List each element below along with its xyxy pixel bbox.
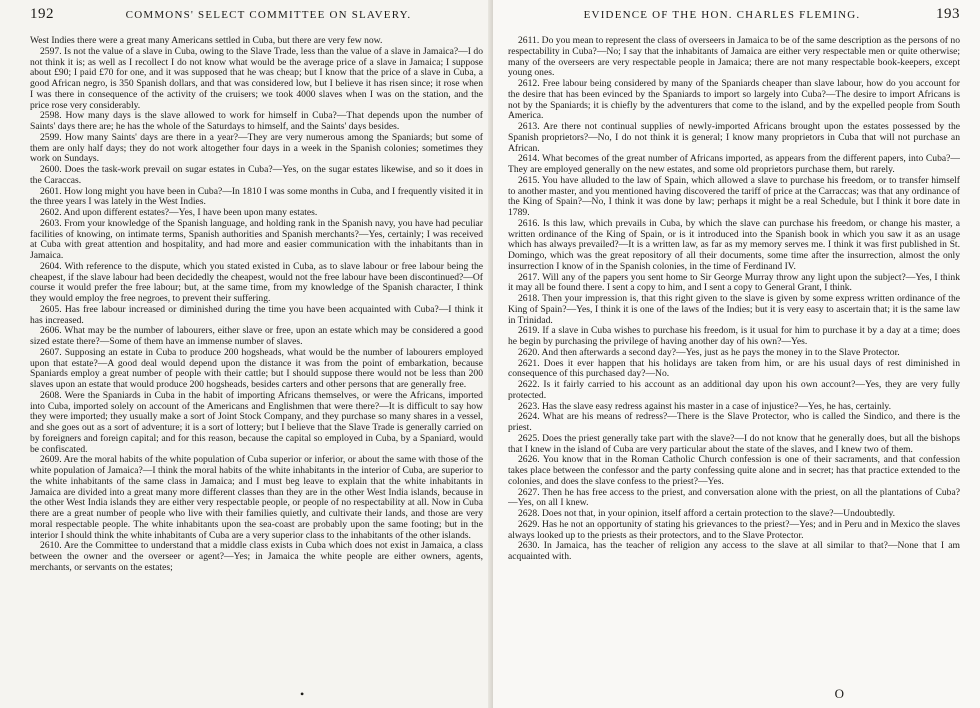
- left-page-body: [30, 36, 483, 574]
- question-and-answer-text: Then your impression is, that this right given to the slave is given by some express written ordinance of the King of Spain?—Yes, I think it is one of the laws of the Indies; but it is very easy to ascertain that; it is the same law in Trinidad.: [508, 293, 960, 326]
- question-and-answer-text: Does not that, in your opinion, itself afford a certain protection to the slave?—Undoubtedly.: [542, 508, 896, 519]
- question-number: 2607.: [40, 346, 62, 358]
- question-number: 2630.: [518, 540, 540, 552]
- testimony-paragraph: [30, 455, 483, 541]
- question-and-answer-text: Were the Spaniards in Cuba in the habit of importing Africans themselves, or were the Africans, imported into Cuba, imported solely on account of the Americans and Englishmen that were there?—It is difficult to say how they were imported; they usually make a sort of Joint Stock Company, and they purchase so many shares in a vessel, and she goes out as a sort of adventure; it is a sort of lottery; but I believe that the Slave Trade is generally carried on by foreigners and foreign capital; and for this reason, because the capital so employed in Cuba, by a Spaniard, would be confiscated.: [30, 389, 483, 455]
- testimony-paragraph: [508, 36, 960, 79]
- question-number: 2609.: [40, 454, 62, 466]
- question-number: 2628.: [518, 508, 540, 519]
- testimony-paragraph: [508, 122, 960, 154]
- question-number: 2600.: [40, 164, 62, 175]
- question-number: 2620.: [518, 346, 540, 358]
- question-number: 2610.: [40, 540, 62, 552]
- testimony-paragraph: [508, 359, 960, 381]
- question-number: 2629.: [518, 518, 540, 530]
- testimony-paragraph: [508, 541, 960, 563]
- testimony-paragraph: [30, 187, 483, 209]
- question-and-answer-text: How many Saints' days are there in a year?—They are very numerous among the Spaniards; but some of them are only half days; they do not work altogether four days in a week in the Spanish colonies; sometimes they work on Sundays.: [30, 131, 483, 165]
- question-number: 2601.: [40, 185, 62, 197]
- question-and-answer-text: You have alluded to the law of Spain, which allowed a slave to purchase his freedom, or to transfer himself to another master, and you mentioned having discovered the tariff of price at the Carraccas; was that any ordinance of the King of Spain?—No, I think it was done by law; perhaps it might be a real Schedule, but I think it bore date in 1789.: [508, 174, 960, 218]
- testimony-paragraph: [508, 434, 960, 456]
- testimony-paragraph: [30, 348, 483, 391]
- question-and-answer-text: Does the task-work prevail on sugar estates in Cuba?—Yes, on the sugar estates likewise, and so it does in the Caraccas.: [30, 164, 483, 186]
- question-number: 2615.: [518, 174, 540, 186]
- question-number: 2599.: [40, 131, 62, 143]
- testimony-paragraph: [30, 262, 483, 305]
- question-and-answer-text: From your knowledge of the Spanish language, and holding rank in the Spanish navy, you have had peculiar facilities of knowing, on intimate terms, Spanish authorities and Spanish merchants?—Yes, certainly; I was received at Cuba with great attention and hospitality, and had more and easier communication with the inhabitants than in Jamaica.: [30, 217, 483, 261]
- left-page-header: [30, 6, 483, 36]
- testimony-paragraph: [30, 326, 483, 348]
- question-and-answer-text: Supposing an estate in Cuba to produce 200 hogsheads, what would be the number of labourers employed upon that estate?—A good deal would depend upon the distance it was from the point of embarkation, because Spaniards employ a great number of people with their cattle; but I should suppose there would not be less than 200 slaves upon an estate that would produce 200 hogsheads, besides carters and other persons that are generally free.: [30, 346, 483, 390]
- question-number: 2604.: [40, 260, 62, 272]
- testimony-paragraph: [508, 326, 960, 348]
- question-number: 2625.: [518, 432, 540, 444]
- testimony-paragraph: [508, 154, 960, 176]
- question-and-answer-text: Is it fairly carried to his account as an additional day upon his own account?—Yes, they are very fully protected.: [508, 379, 960, 401]
- left-opening-text: West Indies there were a great many Americans settled in Cuba, but there are very few now.: [30, 36, 383, 46]
- question-number: 2627.: [518, 486, 540, 498]
- question-and-answer-text: Has the slave easy redress against his master in a case of injustice?—Yes, he has, certainly.: [542, 400, 891, 412]
- testimony-paragraph: [508, 520, 960, 542]
- question-number: 2608.: [40, 389, 62, 401]
- testimony-paragraph: [30, 47, 483, 112]
- question-number: 2617.: [518, 271, 540, 283]
- testimony-paragraph: [30, 165, 483, 187]
- question-number: 2597.: [40, 45, 62, 57]
- question-number: 2603.: [40, 217, 62, 229]
- testimony-paragraph: [508, 273, 960, 295]
- right-running-head: EVIDENCE OF THE HON. CHARLES FLEMING.: [583, 9, 861, 21]
- question-number: 2614.: [518, 153, 540, 165]
- question-and-answer-text: Do you mean to represent the class of overseers in Jamaica to be of the same description as the persons of no respectability in Cuba?—No; I say that the inhabitants of Jamaica are either very respectable men or quite otherwise; many of the overseers are very respectable people in Jamaica; there are not many respectable book-keepers, except young ones.: [508, 36, 960, 79]
- testimony-paragraph: [508, 294, 960, 326]
- question-and-answer-text: Does it ever happen that his holidays are taken from him, or are his usual days of rest diminished in consequence of this purchased day?—No.: [508, 357, 960, 380]
- question-number: 2598.: [40, 110, 62, 122]
- question-and-answer-text: Are the Committee to understand that a middle class exists in Cuba which does not exist in Jamaica, a class between the owner and the overseer or agent?—Yes; in Jamaica the white people are either owners, agents, merchants, or servants on the estates;: [30, 540, 483, 573]
- question-and-answer-text: Are the moral habits of the white population of Cuba superior or inferior, or about the same with those of the white population of Jamaica?—I think the moral habits of the white inhabitants in the interior of Cuba, are superior to the white inhabitants of the same class in Jamaica; and I must beg leave to explain that the white inhabitants in Jamaica are divided into a great many more different classes than they are in the other West India islands, because in the other West India islands they are either very respectable people, or people of no respectability at all. Now in Cuba there are a great number of people who live with their families quietly, and cultivate their lands, and those are very moral respectable people. The white inhabitants upon the sea-coast are probably upon the same footing; but in the interior I should think the white inhabitants of Cuba are a very superior class to the inhabitants of the other islands.: [30, 454, 483, 541]
- testimony-paragraph: [508, 79, 960, 122]
- testimony-paragraph: [508, 380, 960, 402]
- question-number: 2611.: [518, 36, 540, 46]
- question-number: 2619.: [518, 325, 540, 337]
- question-number: 2612.: [518, 78, 540, 89]
- question-and-answer-text: Are there not continual supplies of newly-imported Africans brought upon the estates possessed by the Spanish proprietors?—No, I do not think it is general; I know many proprietors in Cuba that will not purchase an African.: [508, 121, 960, 154]
- testimony-paragraph: [508, 488, 960, 510]
- right-page-header: [508, 6, 960, 36]
- question-and-answer-text: What are his means of redress?—There is the Slave Protector, who is called the Sindico, and there is the priest.: [508, 411, 960, 433]
- left-running-head: COMMONS' SELECT COMMITTEE ON SLAVERY.: [125, 9, 412, 21]
- right-page-body: [508, 36, 960, 563]
- question-number: 2616.: [518, 217, 540, 229]
- right-page-number: 193: [936, 6, 960, 22]
- left-page-number: 192: [30, 6, 54, 22]
- question-number: 2626.: [518, 454, 540, 466]
- question-and-answer-text: What becomes of the great number of Africans imported, as appears from the different papers, into Cuba?—They are employed generally on the new estates, and some old proprietors purchase them, but rarely.: [508, 153, 960, 175]
- question-number: 2602.: [40, 207, 62, 218]
- question-and-answer-text: Free labour being considered by many of the Spaniards cheaper than slave labour, how do you account for the desire that has been evinced by the Spaniards to import so largely into Cuba?—The desire to import Africans is not by the Spaniards; it is chiefly by the adventurers that come to the island, and by the expelled people from South America.: [508, 78, 960, 122]
- question-number: 2618.: [518, 293, 540, 304]
- question-and-answer-text: You know that in the Roman Catholic Church confession is one of their sacraments, and that confession takes place between the confessor and the party confessing quite alone and in secret; has that practice extended to the colonies, and does the slave confess to the priest?—Yes.: [508, 454, 960, 487]
- question-number: 2605.: [40, 303, 62, 315]
- testimony-paragraph: [30, 111, 483, 133]
- question-and-answer-text: And upon different estates?—Yes, I have been upon many estates.: [63, 207, 318, 218]
- question-number: 2622.: [518, 379, 540, 390]
- question-and-answer-text: Is this law, which prevails in Cuba, by which the slave can purchase his freedom, or change his master, a written ordinance of the King of Spain, or is it introduced into the Spanish book in which you saw it as an usage which has always prevailed?—It is a written law, as far as my memory serves me. I think it was first published in St. Domingo, which was the great repository of all their documents, some time after the insurrection, almost the only insurrection I know of in the Spanish colonies, in the time of Ferdinand IV.: [508, 217, 960, 272]
- testimony-paragraph: [508, 412, 960, 434]
- question-number: 2606.: [40, 325, 62, 337]
- question-and-answer-text: Is not the value of a slave in Cuba, owing to the Slave Trade, less than the value of a slave in Jamaica?—I do not think it is; as well as I recollect I do not know what would be the average price of a slave in Jamaica; I suppose about £90; I paid £70 for one, and it was supposed that he was cheap; but I know that the price of a slave in Cuba, a good African negro, is 350 Spanish dollars, and that was considered low, but I believe it has risen since; it rose when I was there in consequence of the activity of the cruisers; we took 4000 slaves when I was on the station, and the price rose very considerably.: [30, 45, 483, 111]
- question-and-answer-text: Will any of the papers you sent home to Sir George Murray throw any light upon the subject?—Yes, I think it may all be found there. I sent a copy to him, and I sent a copy to General Grant, I think.: [508, 271, 960, 294]
- question-number: 2624.: [518, 411, 540, 423]
- question-and-answer-text: What may be the number of labourers, either slave or free, upon an estate which may be considered a good sized estate there?—Some of them have an immense number of slaves.: [30, 325, 483, 347]
- right-page: [493, 0, 980, 708]
- testimony-paragraph: [30, 219, 483, 262]
- question-and-answer-text: Does the priest generally take part with the slave?—I do not know that he generally does, but all the bishops that I knew in the island of Cuba are very particular about the state of the slaves, and I knew two of them.: [508, 432, 960, 455]
- testimony-paragraph: [508, 219, 960, 273]
- question-and-answer-text: If a slave in Cuba wishes to purchase his freedom, is it usual for him to purchase it by a day at a time; does he begin by purchasing the privilege of having another day of his own?—Yes.: [508, 325, 960, 347]
- question-and-answer-text: Has free labour increased or diminished during the time you have been acquainted with Cuba?—I think it has increased.: [30, 303, 483, 326]
- testimony-paragraph: [508, 176, 960, 219]
- question-and-answer-text: With reference to the dispute, which you stated existed in Cuba, as to slave labour or free labour being the cheapest, if the slave labour had been decidedly the cheapest, would not the free labour have been discontinued?—Of course it would prefer the free labour; but, at the same time, from my knowledge of the Spanish character, I think they would employ the free negroes, to prevent their suffering.: [30, 260, 483, 304]
- testimony-paragraph: [30, 541, 483, 573]
- question-and-answer-text: How many days is the slave allowed to work for himself in Cuba?—That depends upon the number of Saints' days there are; he has the whole of the Saturdays to himself, and the Saints' days besides.: [30, 110, 483, 132]
- question-and-answer-text: Then he has free access to the priest, and conversation alone with the priest, on all the plantations of Cuba?—Yes, on all I knew.: [508, 486, 960, 509]
- question-and-answer-text: And then afterwards a second day?—Yes, just as he pays the money in to the Slave Protector.: [541, 346, 900, 358]
- testimony-paragraph: [508, 455, 960, 487]
- question-number: 2613.: [518, 121, 540, 132]
- question-number: 2621.: [518, 357, 540, 369]
- testimony-paragraph: [30, 133, 483, 165]
- right-bottom-mark: O: [834, 686, 844, 701]
- left-bottom-mark: •: [300, 687, 305, 701]
- question-and-answer-text: How long might you have been in Cuba?—In 1810 I was some months in Cuba, and I frequently visited it in the three years I was lately in the West Indies.: [30, 185, 483, 208]
- question-number: 2623.: [518, 400, 540, 412]
- testimony-paragraph: [30, 391, 483, 456]
- question-and-answer-text: Has he not an opportunity of stating his grievances to the priest?—Yes; and in Peru and in Mexico the slaves always looked up to the priests as their protectors, and to the Slave Protector.: [508, 518, 960, 541]
- question-and-answer-text: In Jamaica, has the teacher of religion any access to the slave at all similar to that?—None that I am acquainted with.: [508, 540, 960, 562]
- testimony-paragraph: [30, 305, 483, 327]
